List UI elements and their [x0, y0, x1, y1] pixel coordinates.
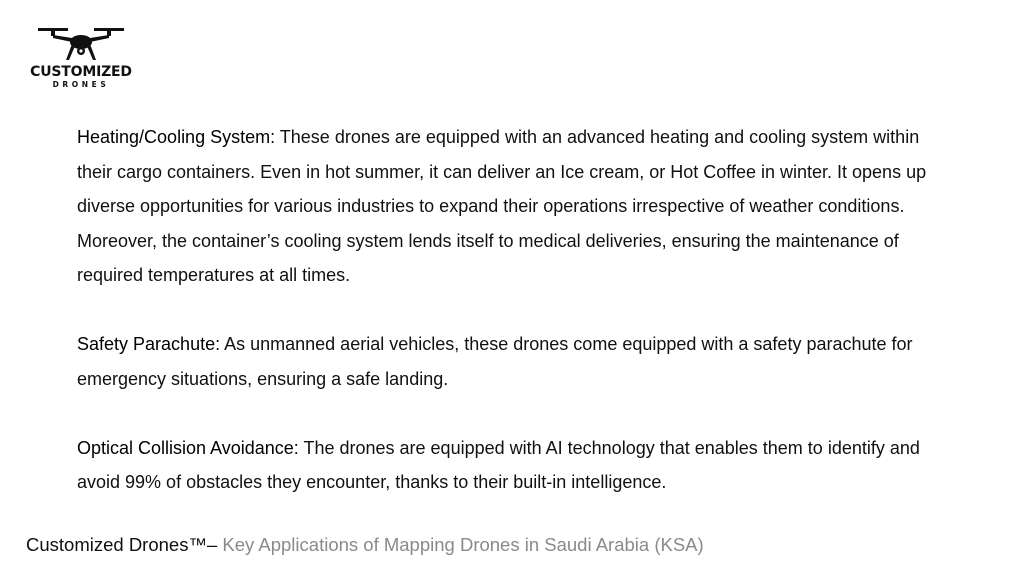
- feature-list: [77, 120, 957, 534]
- feature-collision-avoidance: [77, 431, 957, 500]
- logo-wordmark: CUSTOMIZED: [30, 64, 132, 80]
- feature-label: Safety Parachute:: [77, 334, 221, 354]
- feature-text: As unmanned aerial vehicles, these drones come equipped with a safety parachute for emergency situations, ensuring a safe landing.: [77, 334, 913, 389]
- feature-text: These drones are equipped with an advanced heating and cooling system within their cargo containers. Even in hot summer, it can deliver an Ice cream, or Hot Coffee in winter. It opens up diverse opportunities for various industries to expand their operations irrespective of weather conditions. Moreover, the container’s cooling system lends itself to medical deliveries, ensuring the maintenance of required temperatures at all times.: [77, 127, 927, 285]
- feature-safety-parachute: [77, 327, 957, 396]
- feature-label: Optical Collision Avoidance:: [77, 437, 299, 458]
- feature-heating-cooling: [77, 120, 957, 293]
- footer-title: Key Applications of Mapping Drones in Saudi Arabia (KSA): [217, 534, 704, 555]
- feature-label: Heating/Cooling System:: [77, 127, 276, 147]
- drone-icon: [22, 22, 140, 66]
- logo-subtitle: DRONES: [52, 80, 110, 89]
- brand-logo: [22, 22, 142, 92]
- footer: [26, 534, 704, 556]
- feature-text: The drones are equipped with AI technology that enables them to identify and avoid 99% of obstacles they encounter, thanks to their built-in intelligence.: [77, 437, 920, 492]
- footer-brand: Customized Drones™–: [26, 534, 218, 555]
